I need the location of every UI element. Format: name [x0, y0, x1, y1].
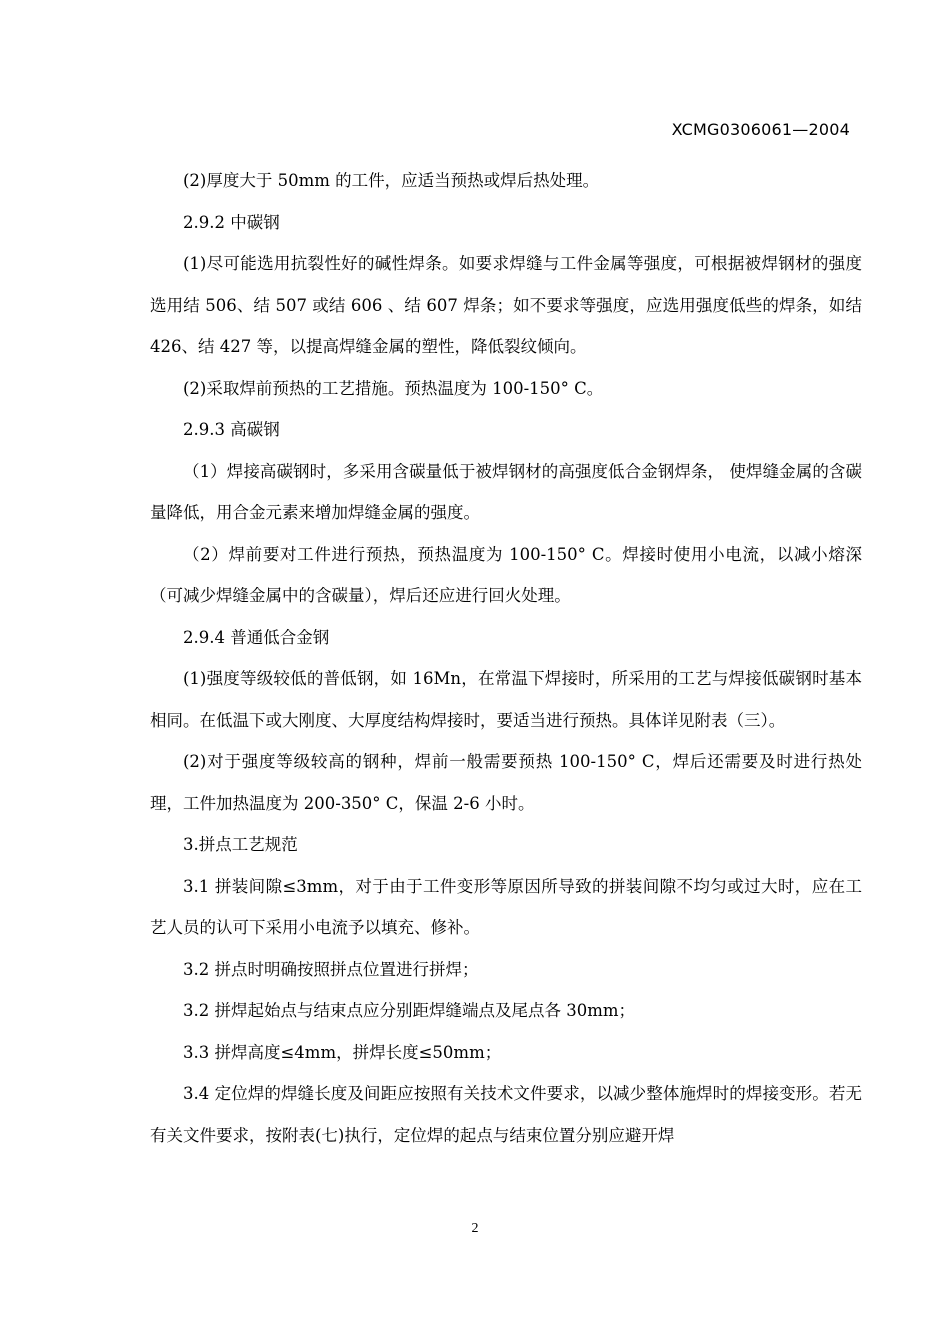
section-heading-medium-carbon-steel: 2.9.2 中碳钢	[183, 212, 280, 232]
document-body	[150, 160, 862, 1156]
paragraph-tack-size: 3.3 拼焊高度≤4mm，拼焊长度≤50mm；	[183, 1042, 502, 1062]
section-heading-tack-welding: 3.拼点工艺规范	[183, 835, 298, 854]
paragraph-high-carbon-preheat: （2）焊前要对工件进行预热，预热温度为 100-150° C。焊接时使用小电流，以减小熔深（可减少焊缝金属中的含碳量），焊后还应进行回火处理。	[150, 544, 862, 605]
page-number: 2	[471, 1221, 479, 1236]
paragraph-low-strength-steel: (1)强度等级较低的普低钢，如 16Mn，在常温下焊接时，所采用的工艺与焊接低碳钢时基本相同。在低温下或大刚度、大厚度结构焊接时，要适当进行预热。具体详见附表（三）。	[150, 669, 862, 730]
paragraph-thickness-preheat: (2)厚度大于 50mm 的工件，应适当预热或焊后热处理。	[183, 171, 600, 190]
paragraph-assembly-gap: 3.1 拼装间隙≤3mm，对于由于工件变形等原因所导致的拼装间隙不均匀或过大时，应在工艺人员的认可下采用小电流予以填充、修补。	[150, 876, 862, 937]
paragraph-high-strength-steel: (2)对于强度等级较高的钢种，焊前一般需要预热 100-150° C，焊后还需要及时进行热处理，工件加热温度为 200-350° C，保温 2-6 小时。	[150, 752, 862, 813]
paragraph-basic-electrode: (1)尽可能选用抗裂性好的碱性焊条。如要求焊缝与工件金属等强度，可根据被焊钢材的强度选用结 506、结 507 或结 606 、结 607 焊条；如不要求等强度，应选用强度低些的焊条，如结 426、结 427 等，以提高焊缝金属的塑性，降低裂纹倾向。	[150, 254, 862, 356]
paragraph-tack-position: 3.2 拼点时明确按照拼点位置进行拼焊；	[183, 959, 479, 979]
paragraph-preheat-measure: (2)采取焊前预热的工艺措施。预热温度为 100-150° C。	[183, 378, 604, 398]
section-heading-low-alloy-steel: 2.9.4 普通低合金钢	[183, 627, 330, 647]
section-heading-high-carbon-steel: 2.9.3 高碳钢	[183, 420, 280, 439]
document-code: XCMG0306061—2004	[671, 120, 850, 139]
paragraph-high-carbon-electrode: （1）焊接高碳钢时，多采用含碳量低于被焊钢材的高强度低合金钢焊条， 使焊缝金属的含碳量降低，用合金元素来增加焊缝金属的强度。	[150, 461, 862, 522]
paragraph-tack-start-end: 3.2 拼焊起始点与结束点应分别距焊缝端点及尾点各 30mm；	[183, 1001, 636, 1020]
paragraph-tack-length-spacing: 3.4 定位焊的焊缝长度及间距应按照有关技术文件要求，以减少整体施焊时的焊接变形。若无有关文件要求，按附表(七)执行，定位焊的起点与结束位置分别应避开焊	[150, 1084, 862, 1145]
